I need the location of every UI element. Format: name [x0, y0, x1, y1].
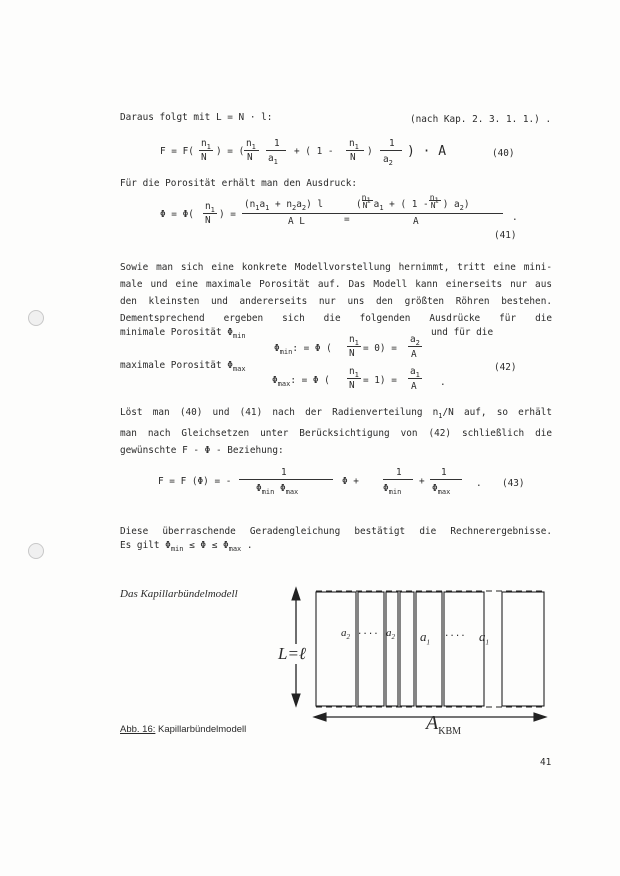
eq43-number: (43) — [502, 478, 525, 489]
eq43-phi-plus: Φ + — [342, 476, 359, 487]
eq40-frac2-den: N — [247, 152, 253, 163]
intro-text: Daraus folgt mit L = N · l: — [120, 112, 273, 123]
eq42-frac3-num: $n_1$ — [349, 366, 359, 379]
figure-dots-2: .... — [444, 629, 466, 639]
figure-length-label: L=ℓ — [278, 644, 307, 663]
eq40-plus: + ( 1 - — [294, 146, 334, 157]
paragraph-line: male und eine maximale Porosität auf. Das Modell kann einerseits nur aus — [120, 279, 552, 290]
porositaet-intro: Für die Porosität erhält man den Ausdruck: — [120, 178, 358, 189]
capillary-1 — [316, 592, 356, 706]
eq41-number: (41) — [494, 230, 517, 241]
eq41-eq2: = — [344, 214, 350, 225]
eq40-frac4-den: N — [350, 152, 356, 163]
capillary-3 — [386, 592, 398, 706]
intro-reference: (nach Kap. 2. 3. 1. 1.) . — [410, 114, 552, 125]
eq41-frac2-den: A L — [288, 216, 305, 227]
eq42-one: = 1) = — [363, 375, 397, 386]
eq40-close1: ) — [367, 146, 373, 157]
caption-abb-label: Abb. 16: — [120, 724, 156, 735]
paragraph-line: Diese überraschende Geradengleichung bestätigt die Rechnerergebnisse. — [120, 526, 552, 537]
figure-label-a1-second: $a_1$ — [479, 629, 489, 647]
eq42-zero: = 0) = — [363, 343, 397, 354]
paragraph-line: Löst man (40) und (41) nach der Radienverteilung $n_1/N$ auf, so erhält — [120, 407, 552, 420]
figure-dots-1: .... — [357, 627, 379, 637]
eq42-frac1-den: N — [349, 348, 355, 359]
eq42-frac2-den: A — [411, 349, 417, 360]
length-arrow-head-bottom — [292, 694, 300, 706]
eq40-close2: ) · A — [407, 144, 447, 159]
paragraph-line: Dementsprechend ergeben sich die folgenden Ausdrücke für die — [120, 313, 552, 324]
eq40-frac5-den: $a_2$ — [383, 154, 393, 167]
eq43-frac3-num: 1 — [441, 467, 447, 478]
capillary-6 — [444, 592, 484, 706]
eq43-frac2-num: 1 — [396, 467, 402, 478]
paragraph-line: gewünschte F - Φ - Beziehung: — [120, 444, 284, 456]
und-fuer-die: und für die — [431, 327, 494, 338]
eq40-lhs: F = F( — [160, 146, 194, 157]
eq40-frac1-num: $n_1$ — [201, 138, 211, 151]
capillary-2 — [358, 592, 384, 706]
max-porosity-label: maximale Porosität $\Phi_{max}$ — [120, 360, 246, 373]
figure-label-a2-first: $a_2$ — [341, 627, 350, 642]
eq42-dot: . — [440, 377, 446, 388]
eq43-frac3-den: $\Phi_{max}$ — [432, 483, 451, 496]
figure-label-a2-second: $a_2$ — [386, 627, 395, 642]
min-porosity-label: minimale Porosität $\Phi_{min}$ — [120, 327, 246, 340]
capillary-7 — [502, 592, 544, 706]
caption-text: Kapillarbündelmodell — [158, 724, 247, 735]
es-gilt-line: Es gilt $\Phi_{min} \le \Phi \le \Phi_{max}$ . — [120, 540, 253, 553]
eq41-eq: ) = — [219, 209, 236, 220]
eq42-frac1-num: $n_1$ — [349, 334, 359, 347]
eq41-frac1-num: $n_1$ — [205, 201, 215, 214]
eq41-lhs: Φ = Φ( — [160, 209, 194, 220]
eq40-mid1: ) = ( — [216, 146, 245, 157]
eq43-dot: . — [476, 478, 482, 489]
paragraph-line: den kleinsten und andererseits nur uns den größten Röhren bestehen. — [120, 296, 552, 307]
eq41-frac2-num: $(n_1a_1 + n_2a_2)$ l — [244, 199, 323, 212]
length-arrow-head-top — [292, 588, 300, 600]
eq42-frac3-den: N — [349, 380, 355, 391]
eq43-frac2-den: $\Phi_{min}$ — [383, 483, 402, 496]
page-number: 41 — [540, 757, 552, 768]
eq41-dot: . — [512, 212, 518, 223]
paragraph-line: Sowie man sich eine konkrete Modellvorstellung hernimmt, tritt eine mini- — [120, 262, 552, 273]
eq42-number: (42) — [494, 362, 517, 373]
eq43-frac1-den: $\Phi_{min}$ $\Phi_{max}$ — [256, 483, 299, 496]
eq43-plus: + — [419, 476, 425, 487]
capillary-4 — [400, 592, 414, 706]
figure-akbm-label: $A_{KBM}$ — [426, 712, 462, 737]
eq42-phimax: $\Phi_{max}$: = Φ ( — [272, 375, 330, 388]
width-arrow-head-right — [534, 713, 546, 721]
eq40-frac3-den: $a_1$ — [268, 153, 278, 166]
eq42-phimin: $\Phi_{min}$: = Φ ( — [274, 343, 332, 356]
paragraph-line: man nach Gleichsetzen unter Berücksichtigung von (42) schließlich die — [120, 427, 552, 439]
eq43-frac1-num: 1 — [281, 467, 287, 478]
eq40-frac5-num: 1 — [389, 138, 395, 149]
eq40-number: (40) — [492, 148, 515, 159]
eq40-frac2-num: $n_1$ — [246, 138, 256, 151]
eq40-frac3-num: 1 — [274, 138, 280, 149]
eq42-frac4-den: A — [411, 381, 417, 392]
eq41-frac3-den: A — [413, 216, 419, 227]
eq40-frac4-num: $n_1$ — [349, 138, 359, 151]
eq40-frac1-den: N — [201, 152, 207, 163]
figure-caption — [120, 724, 246, 735]
eq41-frac3-num: ( $n_1$ N $a_1$ + ( 1 - $n_1$ N ) $a_2$) — [356, 193, 470, 212]
eq42-frac2-num: $a_2$ — [410, 334, 420, 347]
eq42-frac4-num: $a_1$ — [410, 366, 420, 379]
section-title: Das Kapillarbündelmodell — [120, 588, 238, 600]
capillary-5 — [416, 592, 442, 706]
figure-label-a1-first: $a_1$ — [420, 629, 430, 647]
eq43-lhs: F = F (Φ) = - — [158, 476, 232, 487]
width-arrow-head-left — [314, 713, 326, 721]
eq41-frac1-den: N — [205, 215, 211, 226]
